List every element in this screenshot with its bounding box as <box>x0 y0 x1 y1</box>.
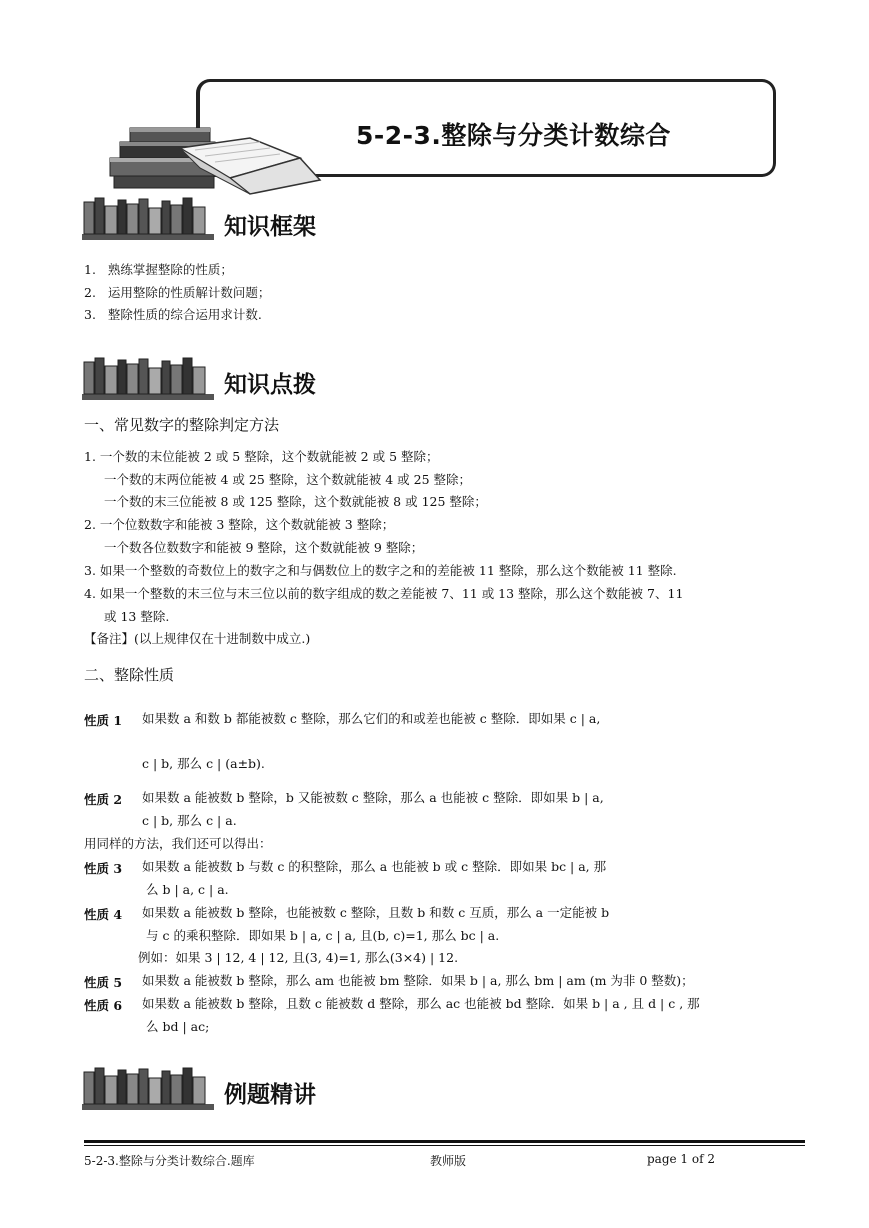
rule-line: 一个数各位数数字和能被 9 整除，这个数就能被 9 整除； <box>104 540 424 555</box>
rule-line: 一个数的末两位能被 4 或 25 整除，这个数就能被 4 或 25 整除； <box>104 472 472 487</box>
property-label: 性质 4 <box>84 907 123 922</box>
footer-rule <box>84 1140 805 1143</box>
property-text: c | b, 那么 c | (a±b). <box>142 756 265 771</box>
property-text: c | b, 那么 c | a. <box>142 813 237 828</box>
remark-line: 【备注】(以上规律仅在十进制数中成立.) <box>84 631 311 646</box>
property-text: 如果数 a 和数 b 都能被数 c 整除，那么它们的和或差也能被 c 整除．即如果 c | a, <box>142 711 601 726</box>
property-text: 与 c 的乘积整除．即如果 b | a, c | a, 且(b, c)=1, 那么 bc | a. <box>146 928 500 943</box>
property-text: 如果数 a 能被数 b 整除，且数 c 能被数 d 整除，那么 ac 也能被 bd 整除．如果 b | a , 且 d | c , 那 <box>142 996 700 1011</box>
property-text: 么 bd | ac; <box>146 1019 210 1034</box>
footer-source: 5-2-3.整除与分类计数综合.题库 <box>84 1154 255 1168</box>
books-illustration <box>100 118 330 198</box>
framework-item: 1. 熟练掌握整除的性质； <box>84 262 233 277</box>
rule-line: 或 13 整除. <box>104 609 170 624</box>
footer-edition: 教师版 <box>430 1154 467 1168</box>
rule-line: 2. 一个位数数字和能被 3 整除，这个数就能被 3 整除； <box>84 517 395 532</box>
property-text: 么 b | a, c | a. <box>146 882 229 897</box>
section-title-examples: 例题精讲 <box>224 1082 316 1108</box>
framework-item: 3. 整除性质的综合运用求计数. <box>84 307 262 322</box>
same-method-text: 用同样的方法，我们还可以得出： <box>84 836 272 851</box>
framework-item: 2. 运用整除的性质解计数问题； <box>84 285 271 300</box>
property-example: 例如：如果 3 | 12, 4 | 12, 且(3, 4)=1, 那么(3×4) | 12. <box>138 950 459 965</box>
rule-line: 一个数的末三位能被 8 或 125 整除，这个数就能被 8 或 125 整除； <box>104 494 487 509</box>
rule-line: 3. 如果一个整数的奇数位上的数字之和与偶数位上的数字之和的差能被 11 整除，那么这个数能被 11 整除. <box>84 563 677 578</box>
page-title: 5-2-3.整除与分类计数综合 <box>356 121 671 150</box>
section-books-icon <box>82 196 214 240</box>
property-text: 如果数 a 能被数 b 整除，那么 am 也能被 bm 整除．如果 b | a, 那么 bm | am (m 为非 0 整数)； <box>142 973 694 988</box>
rule-line: 4. 如果一个整数的末三位与末三位以前的数字组成的数之差能被 7、11 或 13 整除，那么这个数能被 7、11 <box>84 586 684 601</box>
rule-line: 1. 一个数的末位能被 2 或 5 整除，这个数就能被 2 或 5 整除； <box>84 449 439 464</box>
footer-rule <box>84 1145 805 1146</box>
subheading-divisibility-rules: 一、常见数字的整除判定方法 <box>84 416 280 434</box>
property-label: 性质 3 <box>84 861 123 876</box>
property-text: 如果数 a 能被数 b 与数 c 的积整除，那么 a 也能被 b 或 c 整除．即如果 bc | a, 那 <box>142 859 607 874</box>
section-books-icon <box>82 1066 214 1110</box>
section-books-icon <box>82 356 214 400</box>
section-title-framework: 知识框架 <box>224 214 316 240</box>
footer-page-number: page 1 of 2 <box>647 1152 715 1166</box>
property-text: 如果数 a 能被数 b 整除，也能被数 c 整除，且数 b 和数 c 互质，那么 a 一定能被 b <box>142 905 610 920</box>
property-text: 如果数 a 能被数 b 整除，b 又能被数 c 整除，那么 a 也能被 c 整除．即如果 b | a, <box>142 790 604 805</box>
property-label: 性质 1 <box>84 713 123 728</box>
subheading-divisibility-properties: 二、整除性质 <box>84 666 175 684</box>
property-label: 性质 5 <box>84 975 123 990</box>
section-title-points: 知识点拨 <box>224 372 316 398</box>
property-label: 性质 6 <box>84 998 123 1013</box>
property-label: 性质 2 <box>84 792 123 807</box>
